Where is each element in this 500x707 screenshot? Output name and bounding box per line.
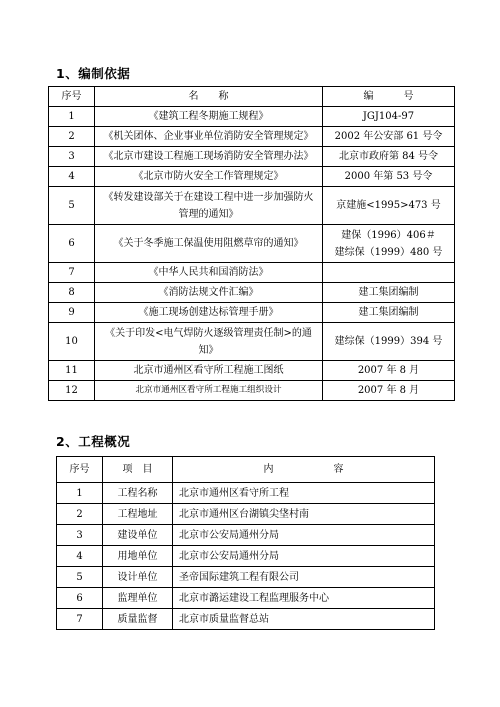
table-row: [49, 381, 455, 401]
row-content: 圣帝国际建筑工程有限公司: [173, 567, 435, 588]
row-name: 《北京市建设工程施工现场消防安全管理办法》: [95, 147, 323, 167]
row-content: 北京市公安局通州分局: [173, 525, 435, 546]
table-row: [57, 546, 435, 567]
row-name: 《关于印发<电气焊防火逐级管理责任制>的通知》: [95, 323, 323, 361]
table-header-row: [49, 87, 455, 107]
row-code: [323, 225, 455, 263]
row-content: 北京市通州区台湖镇尖垡村南: [173, 504, 435, 525]
overview-table: [56, 456, 435, 630]
row-content: 北京市公安局通州分局: [173, 546, 435, 567]
basis-table: [48, 86, 455, 401]
row-no: 6: [57, 588, 103, 609]
row-code: JGJ104-97: [323, 107, 455, 127]
table-row: [49, 225, 455, 263]
table-row: [49, 167, 455, 187]
row-code: 京建施<1995>473 号: [323, 187, 455, 225]
row-code: 2000 年第 53 号令: [323, 167, 455, 187]
row-no: 4: [57, 546, 103, 567]
header-name: 名 称: [95, 87, 323, 107]
row-no: 4: [49, 167, 95, 187]
header-no: 序号: [57, 457, 103, 483]
row-name: 《转发建设部关于在建设工程中进一步加强防火管理的通知》: [95, 187, 323, 225]
row-item: 用地单位: [103, 546, 173, 567]
row-no: 1: [57, 483, 103, 504]
row-no: 2: [49, 127, 95, 147]
row-no: 7: [49, 263, 95, 283]
row-item: 质量监督: [103, 609, 173, 630]
row-name: 《中华人民共和国消防法》: [95, 263, 323, 283]
row-name: 《关于冬季施工保温使用阻燃草帘的通知》: [95, 225, 323, 263]
row-content: 北京市质量监督总站: [173, 609, 435, 630]
section-title-overview: 2、工程概况: [56, 434, 131, 449]
table-row: [49, 303, 455, 323]
row-code-line-1: 建保（1996）406＃: [341, 229, 436, 241]
table-row: [57, 588, 435, 609]
row-name: 《消防法规文件汇编》: [95, 283, 323, 303]
row-no: 5: [57, 567, 103, 588]
header-code: 编 号: [323, 87, 455, 107]
table-row: [57, 504, 435, 525]
row-item: 工程名称: [103, 483, 173, 504]
row-code: 2007 年 8 月: [323, 381, 455, 401]
row-content: 北京市通州区看守所工程: [173, 483, 435, 504]
table-row: [49, 323, 455, 361]
table-header-row: [57, 457, 435, 483]
row-no: 2: [57, 504, 103, 525]
row-no: 11: [49, 361, 95, 381]
row-code: 建综保（1999）394 号: [323, 323, 455, 361]
row-item: 监理单位: [103, 588, 173, 609]
table-row: [49, 187, 455, 225]
row-code: 2007 年 8 月: [323, 361, 455, 381]
row-no: 7: [57, 609, 103, 630]
table-row: [49, 263, 455, 283]
row-name: 《施工现场创建达标管理手册》: [95, 303, 323, 323]
row-no: 10: [49, 323, 95, 361]
row-content: 北京市潞运建设工程监理服务中心: [173, 588, 435, 609]
header-no: 序号: [49, 87, 95, 107]
row-name: 《建筑工程冬期施工规程》: [95, 107, 323, 127]
row-no: 1: [49, 107, 95, 127]
table-row: [57, 525, 435, 546]
table-row: [49, 283, 455, 303]
row-name: 北京市通州区看守所工程施工图纸: [95, 361, 323, 381]
row-code: 建工集团编制: [323, 303, 455, 323]
row-item: 建设单位: [103, 525, 173, 546]
section-title-basis: 1、编制依据: [56, 66, 131, 81]
table-row: [57, 567, 435, 588]
row-item: 设计单位: [103, 567, 173, 588]
row-no: 9: [49, 303, 95, 323]
table-row: [57, 609, 435, 630]
row-name: 北京市通州区看守所工程施工组织设计: [95, 381, 323, 401]
row-no: 5: [49, 187, 95, 225]
row-code-line-2: 建综保（1999）480 号: [334, 246, 443, 258]
table-row: [49, 147, 455, 167]
row-code: [323, 263, 455, 283]
row-code: 北京市政府第 84 号令: [323, 147, 455, 167]
row-no: 3: [49, 147, 95, 167]
table-row: [57, 483, 435, 504]
table-row: [49, 127, 455, 147]
row-code: 建工集团编制: [323, 283, 455, 303]
row-item: 工程地址: [103, 504, 173, 525]
header-item: 项 目: [103, 457, 173, 483]
row-code: 2002 年公安部 61 号令: [323, 127, 455, 147]
row-no: 6: [49, 225, 95, 263]
row-no: 8: [49, 283, 95, 303]
row-no: 3: [57, 525, 103, 546]
row-no: 12: [49, 381, 95, 401]
row-name: 《北京市防火安全工作管理规定》: [95, 167, 323, 187]
table-row: [49, 107, 455, 127]
table-row: [49, 361, 455, 381]
header-content: 内 容: [173, 457, 435, 483]
row-name: 《机关团体、企业事业单位消防安全管理规定》: [95, 127, 323, 147]
